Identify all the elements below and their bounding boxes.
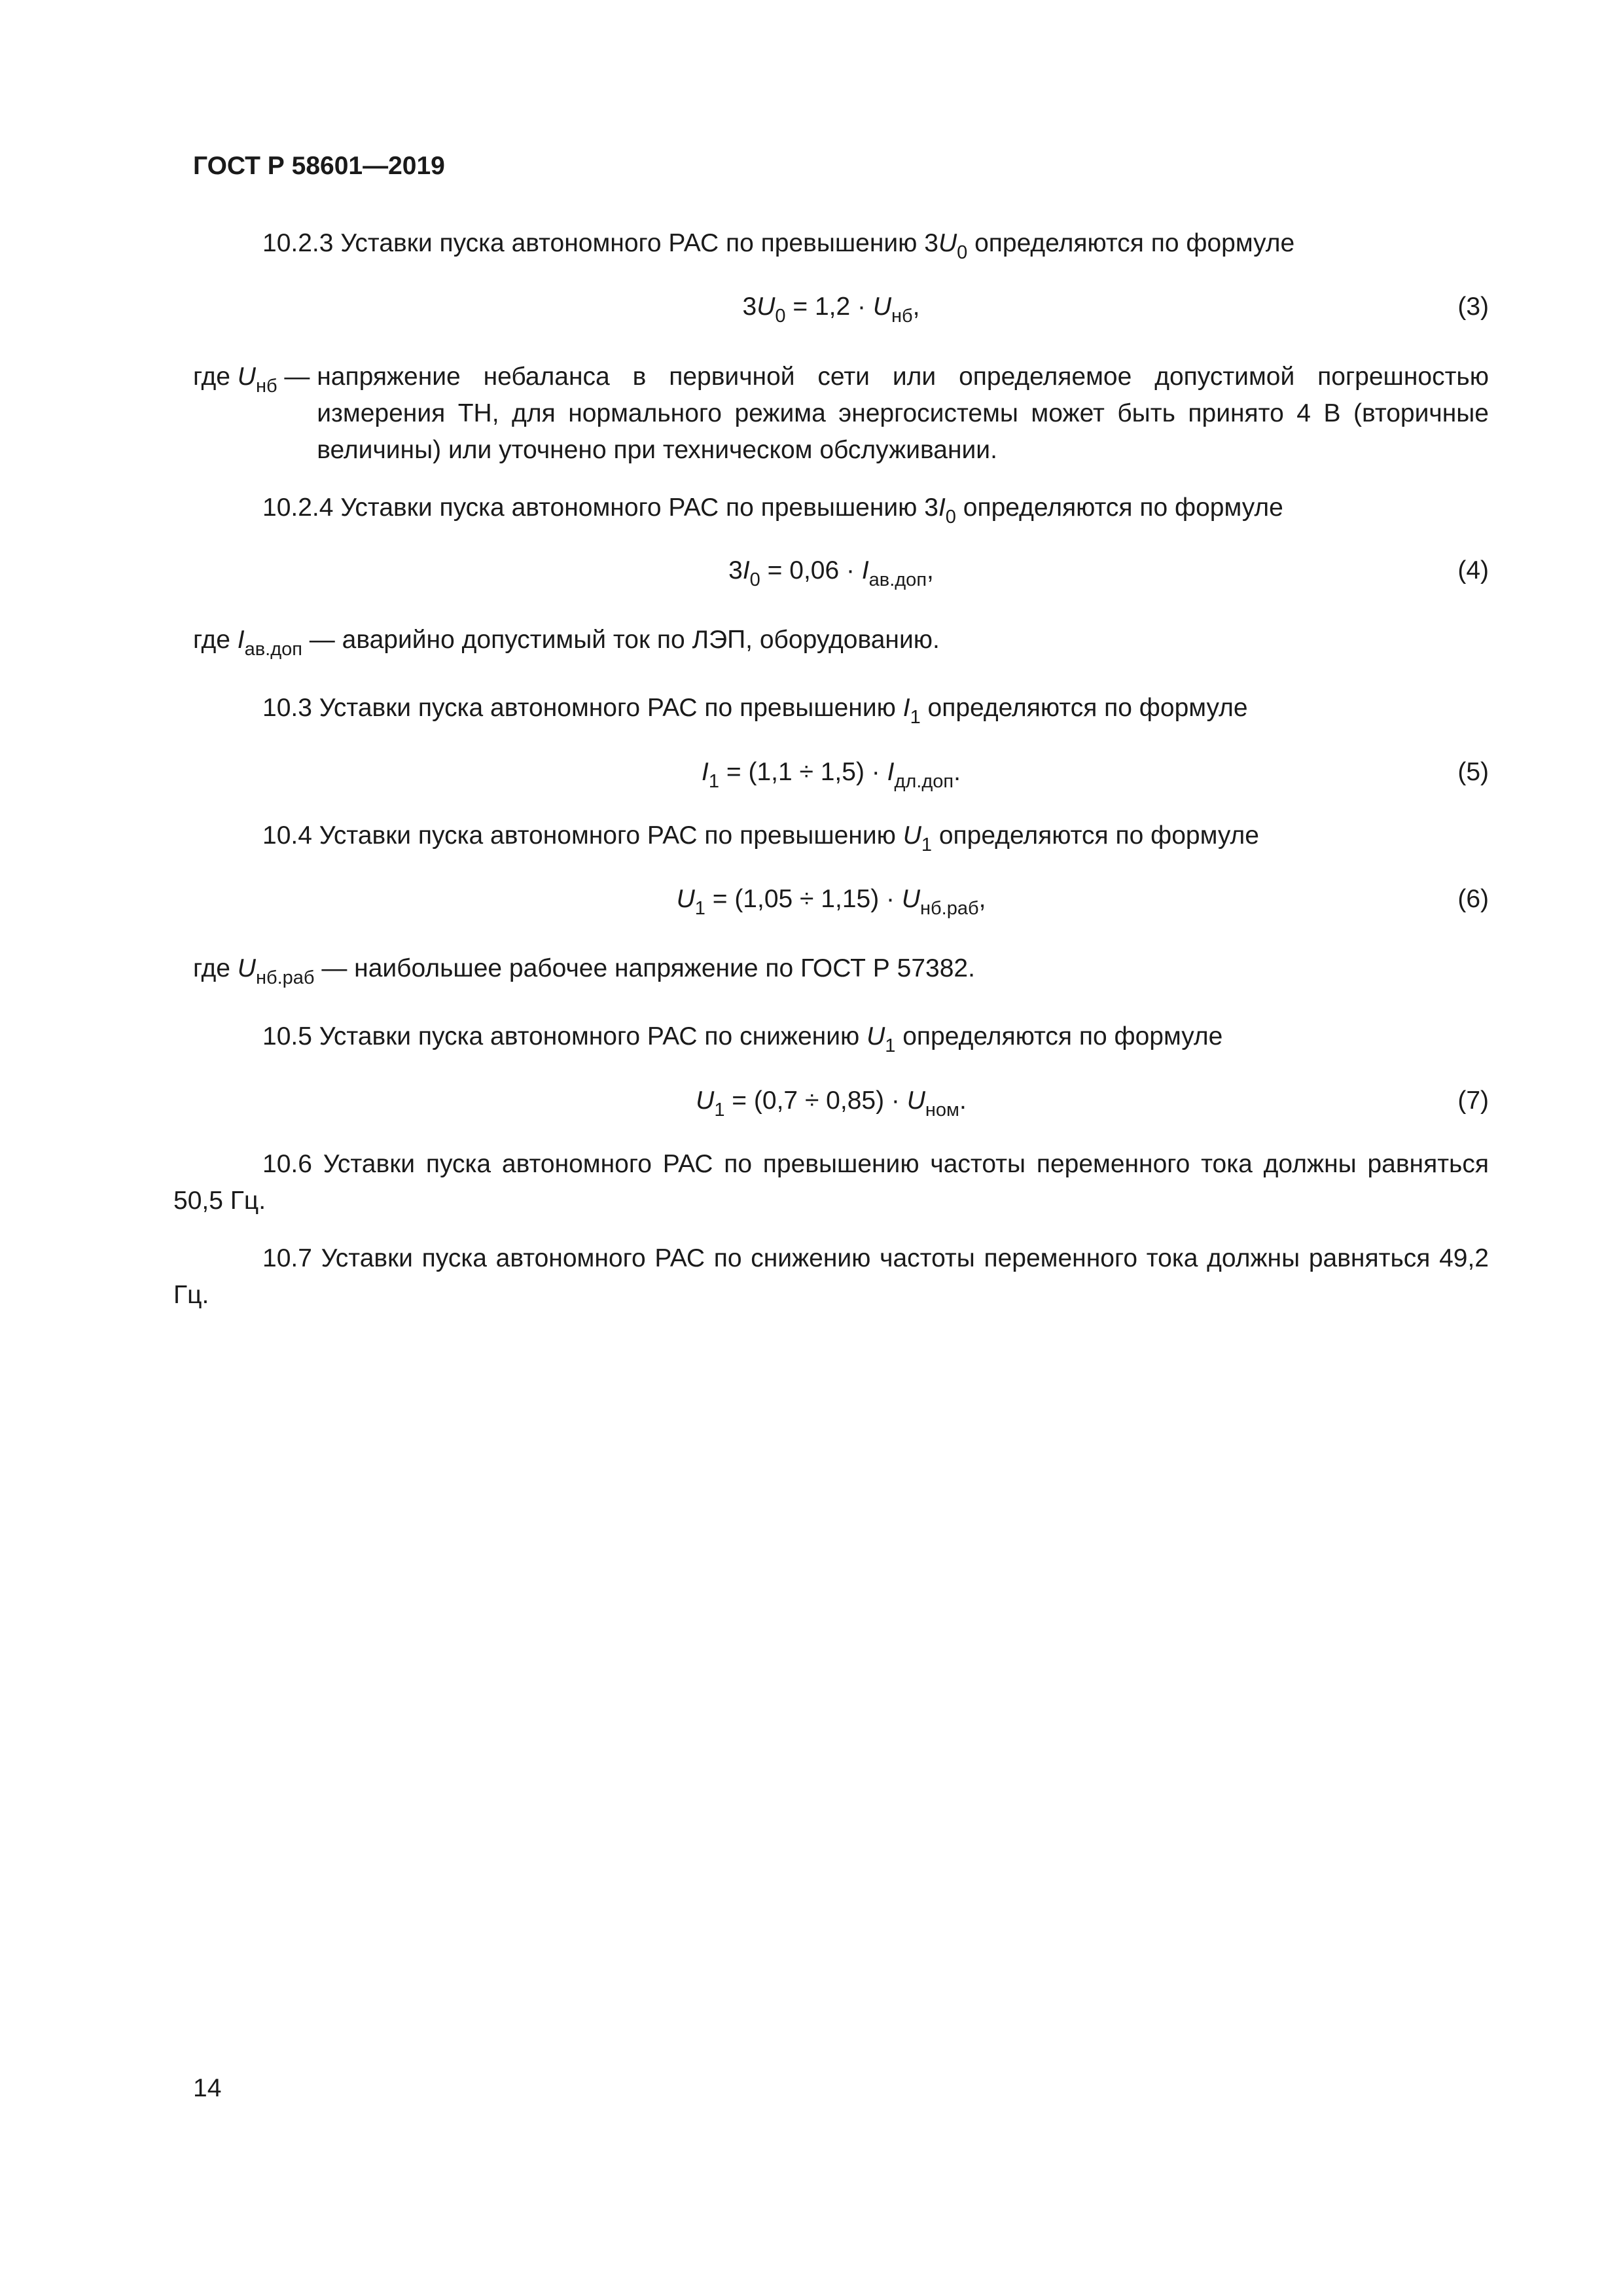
where-clause-3-lead: где $U_{нб}$ — (193, 363, 317, 397)
paragraph-10-4: 10.4 Уставки пуска автономного РАС по превышению $U_1$ определяются по формуле (262, 821, 1259, 855)
where-clause-4: где $I_{ав.доп}$ — аварийно допустимый ток по ЛЭП, оборудованию. (193, 626, 940, 660)
paragraph-10-2-4: 10.2.4 Уставки пуска автономного РАС по превышению $3I_0$ определяются по формуле (262, 493, 1283, 528)
formula-4-number: (4) (1457, 556, 1489, 584)
formula-7-expression: $U_1 = (0,7 \div 0,85) \cdot U_{ном}$. (696, 1086, 967, 1121)
formula-6-expression: $U_1 = (1,05 \div 1,15) \cdot U_{нб.раб}$, (676, 885, 986, 919)
page-number: 14 (193, 2074, 222, 2102)
paragraph-10-6: 10.6 Уставки пуска автономного РАС по превышению частоты переменного тока должны равняться 50,5 Гц. (173, 1150, 1489, 1215)
formula-5 (173, 754, 1489, 791)
formula-5-expression: $I_1 = (1,1 \div 1,5) \cdot I_{дл.доп}$. (702, 758, 961, 792)
paragraph-10-5: 10.5 Уставки пуска автономного РАС по снижению $U_1$ определяются по формуле (262, 1022, 1223, 1056)
formula-3-number: (3) (1457, 293, 1489, 321)
where-clause-3-text: напряжение небаланса в первичной сети или определяемое допустимой погрешностью измерения ТН, для нормального режима энергосистемы может быть принято 4 В (вторичные величины) или уточнено при техническом обслуживании. (317, 363, 1489, 464)
formula-6 (173, 881, 1489, 918)
formula-3 (173, 289, 1489, 325)
paragraph-10-2-3: 10.2.3 Уставки пуска автономного РАС по превышению $3U_0$ определяются по формуле (262, 229, 1295, 263)
formula-5-number: (5) (1457, 758, 1489, 786)
formula-4 (173, 552, 1489, 589)
paragraph-10-7: 10.7 Уставки пуска автономного РАС по снижению частоты переменного тока должны равняться 49,2 Гц. (173, 1244, 1489, 1309)
formula-3-expression: $3U_0 = 1,2 \cdot U_{нб}$, (742, 293, 920, 327)
formula-6-number: (6) (1457, 885, 1489, 913)
where-clause-6: где $U_{нб.раб}$ — наибольшее рабочее напряжение по ГОСТ Р 57382. (193, 954, 975, 988)
formula-7 (173, 1083, 1489, 1119)
where-clause-3 (193, 359, 1489, 469)
formula-4-expression: $3I_0 = 0,06 \cdot I_{ав.доп}$, (728, 556, 934, 590)
formula-7-number: (7) (1457, 1086, 1489, 1115)
document-header: ГОСТ Р 58601—2019 (193, 152, 445, 180)
paragraph-10-3: 10.3 Уставки пуска автономного РАС по превышению $I_1$ определяются по формуле (262, 694, 1248, 728)
